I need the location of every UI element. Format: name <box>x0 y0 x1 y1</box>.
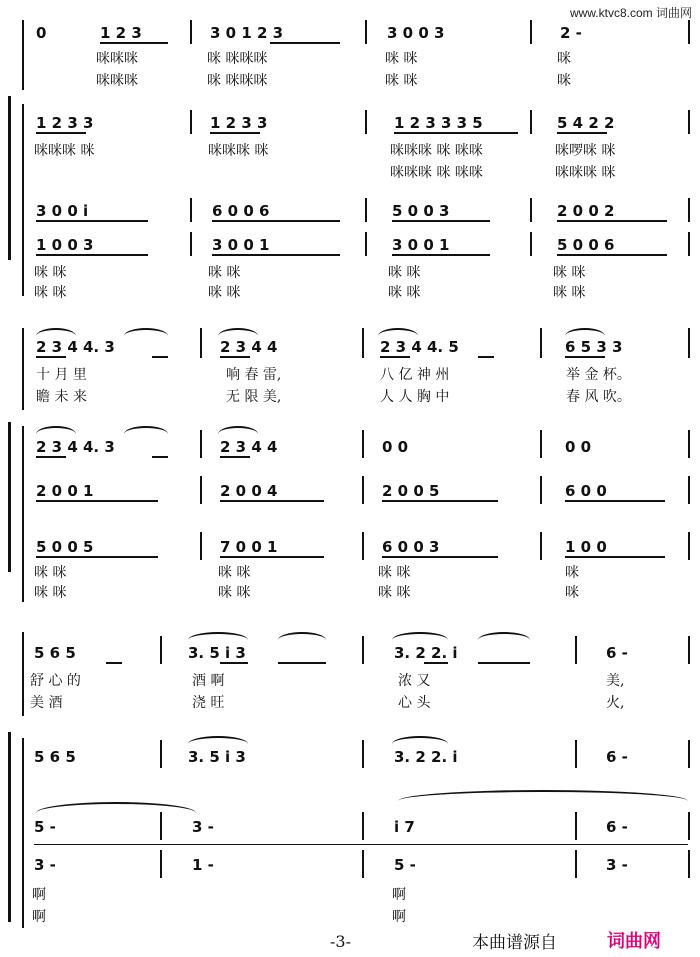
lyric-cell: 浓 又 <box>398 673 431 689</box>
note-cell: i 7 <box>394 818 415 836</box>
note-cell: 5 6 5 <box>34 644 76 662</box>
note-cell: 1 2 3 <box>100 24 142 42</box>
note-cell: 1 2 3 3 <box>36 114 94 132</box>
lyric-cell: 咪咪咪 咪 <box>208 143 269 159</box>
lyric-cell: 啊 <box>392 909 406 925</box>
system-1 <box>0 20 700 90</box>
lyric-cell: 咪 咪 <box>378 565 411 581</box>
lyric-cell: 啊 <box>392 887 406 903</box>
note-cell: 2 0 0 5 <box>382 482 440 500</box>
lyric-cell: 咪 咪 <box>34 565 67 581</box>
system-5 <box>0 626 700 716</box>
lyric-cell: 美 酒 <box>30 695 63 711</box>
system-2 <box>0 96 700 301</box>
note-cell: 3 0 0 3 <box>387 24 445 42</box>
note-cell: 3. 5 i 3 <box>188 644 246 662</box>
note-cell: 1 - <box>192 856 214 874</box>
lyric-cell: 十 月 里 <box>36 367 87 383</box>
note-cell: 2 3 4 4. 3 <box>36 438 115 456</box>
note-cell: 5 0 0 3 <box>392 202 450 220</box>
lyric-cell: 咪 咪 <box>34 265 67 281</box>
system-4 <box>0 422 700 602</box>
lyric-cell: 咪咪咪 <box>96 51 138 67</box>
lyric-cell: 咪 咪 <box>218 585 251 601</box>
lyric-cell: 瞻 未 来 <box>36 389 87 405</box>
note-cell: 3 - <box>34 856 56 874</box>
note-cell: 3 - <box>192 818 214 836</box>
lyric-cell: 火, <box>606 695 625 711</box>
note-cell: 2 0 0 4 <box>220 482 278 500</box>
note-cell: 0 0 <box>382 438 409 456</box>
note-cell: 3. 2 2. i <box>394 748 458 766</box>
note-cell: 2 3 4 4 <box>220 338 278 356</box>
note-cell: 3 0 0 1 <box>392 236 450 254</box>
lyric-cell: 心 头 <box>398 695 431 711</box>
system-3 <box>0 322 700 412</box>
note-cell: 1 0 0 3 <box>36 236 94 254</box>
lyric-cell: 咪 咪 <box>34 585 67 601</box>
lyric-cell: 响 春 雷, <box>226 367 282 383</box>
lyric-cell: 无 限 美, <box>226 389 282 405</box>
lyric-cell: 咪 <box>565 565 579 581</box>
note-cell: 6 0 0 3 <box>382 538 440 556</box>
note-cell: 7 0 0 1 <box>220 538 278 556</box>
lyric-cell: 咪 <box>565 585 579 601</box>
note-cell: 5 - <box>34 818 56 836</box>
note-cell: 5 4 2 2 <box>557 114 615 132</box>
note-cell: 6 5 3 3 <box>565 338 623 356</box>
lyric-cell: 举 金 杯。 <box>566 367 631 383</box>
note-cell: 5 6 5 <box>34 748 76 766</box>
note-cell: 2 0 0 2 <box>557 202 615 220</box>
note-cell: 6 0 0 6 <box>212 202 270 220</box>
note-cell: 2 - <box>560 24 582 42</box>
lyric-cell: 人 人 胸 中 <box>380 389 450 405</box>
page-number: -3- <box>330 932 351 951</box>
lyric-cell: 咪 <box>557 73 571 89</box>
lyric-cell: 咪咪咪 咪 咪咪 <box>390 165 483 181</box>
note-cell: 1 2 3 3 <box>210 114 268 132</box>
lyric-cell: 酒 啊 <box>192 673 225 689</box>
lyric-cell: 咪 咪咪咪 <box>207 51 268 67</box>
lyric-cell: 咪咪咪 咪 <box>555 165 616 181</box>
note-cell: 3. 5 i 3 <box>188 748 246 766</box>
note-cell: 2 3 4 4. 5 <box>380 338 459 356</box>
lyric-cell: 咪 咪 <box>553 285 586 301</box>
note-cell: 3 - <box>606 856 628 874</box>
system-6 <box>0 732 700 932</box>
lyric-cell: 咪 咪 <box>378 585 411 601</box>
note-cell: 5 - <box>394 856 416 874</box>
lyric-cell: 咪咪咪 咪 咪咪 <box>390 143 483 159</box>
note-cell: 2 0 0 1 <box>36 482 94 500</box>
lyric-cell: 咪 咪咪咪 <box>207 73 268 89</box>
lyric-cell: 咪咪咪 咪 <box>34 143 95 159</box>
note-cell: 6 - <box>606 748 628 766</box>
lyric-cell: 咪咪咪 <box>96 73 138 89</box>
note-cell: 3 0 1 2 3 <box>210 24 284 42</box>
lyric-cell: 咪 咪 <box>385 51 418 67</box>
lyric-cell: 咪 咪 <box>34 285 67 301</box>
lyric-cell: 咪 咪 <box>388 265 421 281</box>
lyric-cell: 咪 咪 <box>385 73 418 89</box>
lyric-cell: 咪啰咪 咪 <box>555 143 616 159</box>
lyric-cell: 咪 咪 <box>208 265 241 281</box>
note-cell: 2 3 4 4 <box>220 438 278 456</box>
lyric-cell: 春 风 吹。 <box>566 389 631 405</box>
note-cell: 6 - <box>606 644 628 662</box>
lyric-cell: 啊 <box>32 887 46 903</box>
note-cell: 5 0 0 5 <box>36 538 94 556</box>
note-cell: 0 <box>36 24 47 42</box>
note-cell: 6 0 0 <box>565 482 607 500</box>
note-cell: 1 0 0 <box>565 538 607 556</box>
note-cell: 3. 2 2. i <box>394 644 458 662</box>
lyric-cell: 啊 <box>32 909 46 925</box>
lyric-cell: 咪 咪 <box>208 285 241 301</box>
note-cell: 3 0 0 i <box>36 202 89 220</box>
lyric-cell: 八 亿 神 州 <box>380 367 450 383</box>
lyric-cell: 咪 <box>557 51 571 67</box>
brand-logo-text[interactable]: 词曲网 <box>607 931 661 952</box>
note-cell: 2 3 4 4. 3 <box>36 338 115 356</box>
lyric-cell: 咪 咪 <box>218 565 251 581</box>
site-watermark: www.ktvc8.com 词曲网 <box>569 6 692 20</box>
note-cell: 6 - <box>606 818 628 836</box>
lyric-cell: 咪 咪 <box>388 285 421 301</box>
lyric-cell: 美, <box>606 673 625 689</box>
note-cell: 3 0 0 1 <box>212 236 270 254</box>
note-cell: 1 2 3 3 3 5 <box>394 114 483 132</box>
note-cell: 5 0 0 6 <box>557 236 615 254</box>
lyric-cell: 舒 心 的 <box>30 673 81 689</box>
lyric-cell: 咪 咪 <box>553 265 586 281</box>
source-label: 本曲谱源自 <box>472 933 557 953</box>
lyric-cell: 浇 旺 <box>192 695 225 711</box>
note-cell: 0 0 <box>565 438 592 456</box>
